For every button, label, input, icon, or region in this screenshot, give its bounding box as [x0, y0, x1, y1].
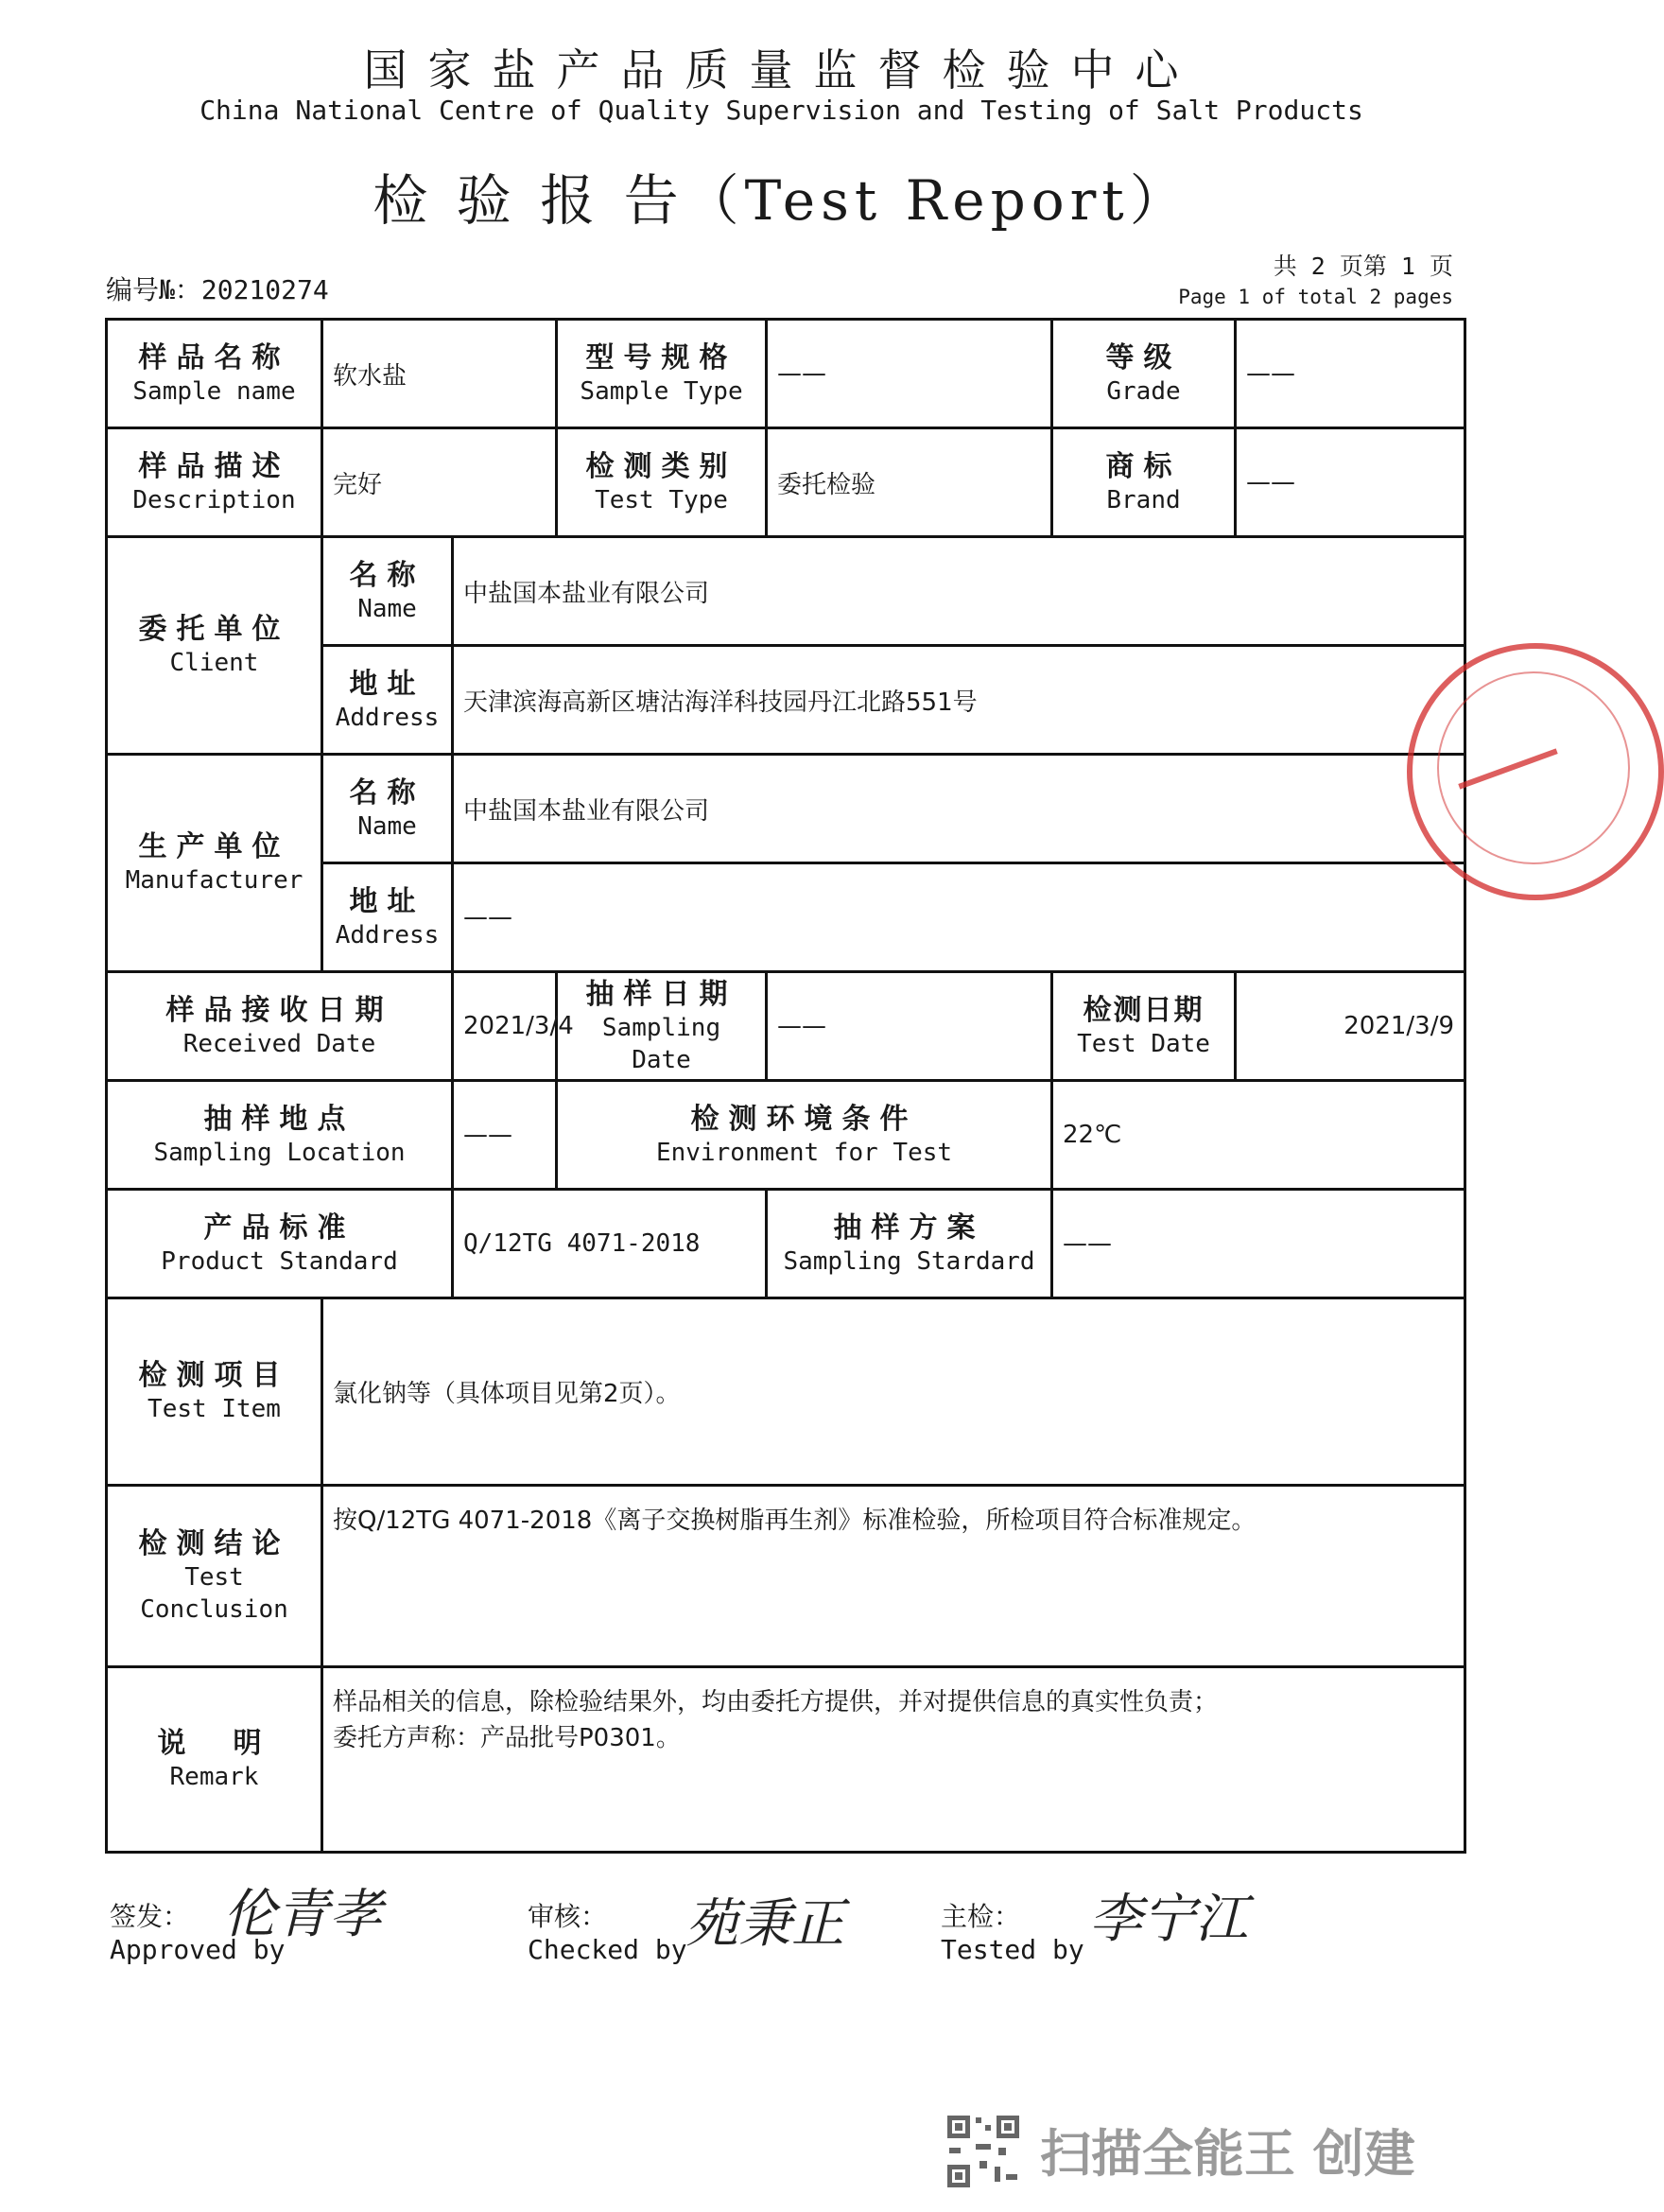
report-number — [106, 270, 329, 307]
sampling-location-value: —— — [453, 1081, 557, 1190]
row-location-environment — [107, 1081, 1465, 1190]
manufacturer-name-label: 名称 Name — [322, 755, 453, 863]
row-description — [107, 428, 1465, 537]
sample-name-label: 样品名称 Sample name — [107, 320, 322, 428]
report-table — [105, 318, 1466, 1854]
row-conclusion — [107, 1486, 1465, 1667]
center-title-cn: 国家盐产品质量监督检验中心 — [363, 44, 1200, 96]
sample-type-value: —— — [767, 320, 1052, 428]
seal-icon — [1399, 634, 1563, 908]
test-item-value: 氯化钠等（具体项目见第2页）。 — [322, 1298, 1465, 1486]
sampling-date-value: —— — [767, 972, 1052, 1081]
brand-label: 商标 Brand — [1052, 428, 1236, 537]
client-name-value: 中盐国本盐业有限公司 — [453, 537, 1465, 646]
received-date-label: 样品接收日期 Received Date — [107, 972, 453, 1081]
page-indicator-cn: 共 2 页第 1 页 — [1273, 253, 1453, 280]
report-number-value: 20210274 — [200, 274, 329, 305]
remark-line-1: 样品相关的信息，除检验结果外，均由委托方提供，并对提供信息的真实性负责； — [333, 1688, 1219, 1716]
row-dates — [107, 972, 1465, 1081]
received-date-value: 2021/3/4 — [453, 972, 557, 1081]
report-title: 检 验 报 告（Test Report） — [373, 168, 1190, 233]
client-name-label: 名称 Name — [322, 537, 453, 646]
test-date-value: 2021/3/9 — [1236, 972, 1465, 1081]
row-remark — [107, 1667, 1465, 1853]
client-label: 委托单位 Client — [107, 537, 322, 755]
manufacturer-address-value: —— — [453, 863, 1465, 972]
row-test-item — [107, 1298, 1465, 1486]
environment-value: 22℃ — [1052, 1081, 1465, 1190]
test-type-value: 委托检验 — [767, 428, 1052, 537]
manufacturer-name-value: 中盐国本盐业有限公司 — [453, 755, 1465, 863]
description-label: 样品描述 Description — [107, 428, 322, 537]
product-standard-value: Q/12TG 4071-2018 — [453, 1190, 767, 1298]
client-address-value: 天津滨海高新区塘沽海洋科技园丹江北路551号 — [453, 646, 1465, 755]
row-manufacturer-name — [107, 755, 1465, 863]
tested-by: 主检： Tested by — [941, 1901, 1084, 1965]
test-item-label: 检测项目 Test Item — [107, 1298, 322, 1486]
sampling-standard-label: 抽样方案 Sampling Stardard — [767, 1190, 1052, 1298]
sampling-standard-value: —— — [1052, 1190, 1465, 1298]
remark-label: 说 明 Remark — [107, 1667, 322, 1853]
grade-value: —— — [1236, 320, 1465, 428]
remark-value — [322, 1667, 1465, 1853]
test-type-label: 检测类别 Test Type — [557, 428, 767, 537]
approved-by: 签发： Approved by — [110, 1901, 286, 1965]
page-indicator-en: Page 1 of total 2 pages — [1178, 286, 1453, 308]
center-title-en: China National Centre of Quality Supervision and Testing of Salt Products — [199, 95, 1363, 126]
test-date-label: 检测日期 Test Date — [1052, 972, 1236, 1081]
row-standards — [107, 1190, 1465, 1298]
manufacturer-label: 生产单位 Manufacturer — [107, 755, 322, 972]
qr-code-icon — [945, 2114, 1021, 2189]
report-number-label: 编号№： — [106, 274, 201, 305]
approved-signature: 伦青孝 — [223, 1884, 382, 1945]
conclusion-label: 检测结论 Test Conclusion — [107, 1486, 322, 1667]
tested-signature: 李宁江 — [1089, 1889, 1248, 1950]
sampling-date-label: 抽样日期 Sampling Date — [557, 972, 767, 1081]
brand-value: —— — [1236, 428, 1465, 537]
checked-signature: 苑秉正 — [685, 1893, 844, 1955]
remark-line-2: 委托方声称：产品批号P0301。 — [333, 1723, 681, 1752]
row-sample-name — [107, 320, 1465, 428]
client-address-label: 地址 Address — [322, 646, 453, 755]
manufacturer-address-label: 地址 Address — [322, 863, 453, 972]
conclusion-value: 按Q/12TG 4071-2018《离子交换树脂再生剂》标准检验，所检项目符合标准规定。 — [322, 1486, 1465, 1667]
scanner-watermark: 扫描全能王 创建 — [1040, 2124, 1415, 2184]
grade-label: 等级 Grade — [1052, 320, 1236, 428]
sample-name-value: 软水盐 — [322, 320, 557, 428]
product-standard-label: 产品标准 Product Standard — [107, 1190, 453, 1298]
checked-by: 审核： Checked by — [528, 1901, 687, 1965]
sample-type-label: 型号规格 Sample Type — [557, 320, 767, 428]
row-client-name — [107, 537, 1465, 646]
sampling-location-label: 抽样地点 Sampling Location — [107, 1081, 453, 1190]
environment-label: 检测环境条件 Environment for Test — [557, 1081, 1052, 1190]
description-value: 完好 — [322, 428, 557, 537]
